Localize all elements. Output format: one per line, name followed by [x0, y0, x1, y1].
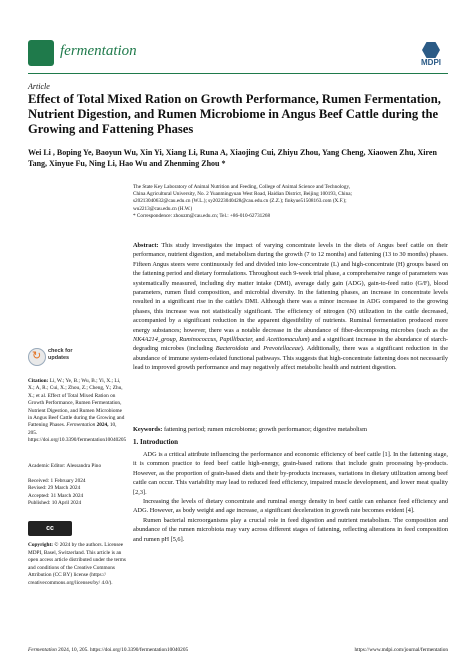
affiliation-line: The State Key Laboratory of Animal Nutrition and Feeding, College of Animal Science and Technology, — [133, 184, 351, 190]
correspondence: * Correspondence: zhouzm@cau.edu.cn; Tel.: +86-010-62731268 — [133, 212, 271, 219]
header-divider — [28, 73, 448, 74]
abstract-italic: NK4A214_group, Ruminococcus, Papillibacter, — [133, 336, 254, 344]
keywords-label: Keywords: — [133, 426, 163, 433]
author-list: Wei Li , Boping Ye, Baoyun Wu, Xin Yi, Xiang Li, Runa A, Xiaojing Cui, Zhiyu Zhou, Yang Cheng, Xiaowen Zhu, Xiren Tang, Xinyue Fu, Ning Li, Hao Wu and Zhenming Zhou * — [28, 148, 437, 168]
article-title: Effect of Total Mixed Ration on Growth Performance, Rumen Fermentation, Nutrient Digestion, and Rumen Microbiome in Angus Beef Cattle during the Growing and Fattening Phases — [28, 92, 441, 136]
publication-dates — [28, 478, 126, 508]
affiliation-line: s20213040632@cau.edu.cn (W.L.); sy20223040428@cau.edu.cn (Z.Z.); finkyue51508163.com (X.F.); — [133, 198, 347, 205]
abstract-italic: Bacteroidota — [215, 345, 249, 353]
check-updates-icon — [28, 348, 46, 366]
citation — [28, 378, 126, 445]
paragraph: ADG is a critical attribute influencing the performance and economic efficiency of beef cattle [1]. In the fattening stage, it is common practice to feed beef cattle high-energy, grain-based rations that include grain processing by-products. However, as the proportion of grain-based diets and their by-products increases, variations in dietary utilization among beef cattle can occur. This variability may lead to reduced feed efficiency, impaired muscle development, and lower meat quality [2,3]. — [133, 451, 448, 496]
citation-year: 2024, — [96, 422, 109, 429]
cc-license-badge[interactable]: cc — [28, 521, 72, 536]
check-for-updates-button[interactable] — [28, 346, 88, 368]
publisher-logo — [414, 42, 448, 68]
abstract-italic: Acetitomaculum — [266, 336, 308, 344]
affiliation-line: wu2213@cau.edu.cn (H.W.) — [133, 205, 193, 212]
revised-date: Revised: 29 March 2024 — [28, 485, 81, 492]
affiliation-line: China Agricultural University, No. 2 Yuanmingyuan West Road, Haidian District, Beijing 100193, China; — [133, 191, 352, 198]
check-updates-line: check for — [48, 348, 73, 354]
abstract-text: ). Additionally, there was a significant reduction in the abundance of immune system-related functional pathways. This suggests that high-concentrate fattening does not necessarily lead to improved growth performance and may negatively affect metabolic health and nutrient digestion. — [133, 345, 448, 372]
abstract-text: and — [253, 336, 267, 344]
citation-doi-link[interactable]: 10, 205. https://doi.org/10.3390/fermentation10040205 — [28, 422, 127, 444]
publisher-name: MDPI — [421, 58, 441, 67]
affiliation — [133, 184, 448, 220]
abstract-text: This study investigates the impact of varying concentrate levels in the diets of Angus beef cattle on their performance, nutrient digestion, and metabolism during the growth (7 to 12 months) and fattening (13 to 30 months) phases. Fifteen Angus steers were continuously fed and divided into low-concentrate (L) and high-concentrate (H) groups based on the fattening period and dietary formulations. Throughout each 9-week trial phase, a comprehensive range of parameters was systematically measured, including dry matter intake (DMI), average daily gain (ADG), gain-to-feed ratio (G/F), blood parameters, rumen fluid composition, and microbial diversity. In the fattening phases, an increase in concentrate levels resulted in a significant rise in the cattle's DMI. Although there was a minor increase in ADG compared to the growing phases, this increase was not statistically significant. The efficiency of nitrogen (N) utilization in the cattle decreased, accompanied by a significant reduction in the apparent digestibility of nutrients. Ruminal fermentation produced more energy substances; however, there was a notable decrease in the abundance of fiber-decomposing microbes (such as the — [133, 242, 448, 334]
citation-text: Li, W.; Ye, B.; Wu, B.; Yi, X.; Li, X.; A, R.; Cui, X.; Zhou, Z.; Cheng, Y.; Zhu, X.; et al. Effect of Total Mixed Ration on Growth Performance, Rumen Fermentation, Nutrient Digestion, and Rumen Microbiome in Angus Beef Cattle during the Growing and Fattening Phases. — [28, 378, 125, 429]
citation-journal: Fermentation — [66, 422, 96, 429]
copyright — [28, 542, 126, 588]
keywords-text: fattening period; rumen microbiome; growth performance; digestive metabolism — [163, 426, 367, 433]
footer-doi[interactable]: 2024, 10, 205. https://doi.org/10.3390/fermentation10040205 — [56, 647, 189, 653]
article-type: Article — [28, 82, 50, 91]
published-date: Published: 10 April 2024 — [28, 500, 82, 507]
paragraph: Rumen bacterial microorganisms play a crucial role in feed digestion and nutrient metabolism. The composition and abundance of the rumen microbiota may vary across different stages of fattening, reflecting alterations in feed composition and rumen pH [5,6]. — [133, 516, 448, 543]
section-heading: 1. Introduction — [133, 438, 178, 446]
check-updates-line: updates — [48, 354, 70, 361]
abstract — [133, 241, 448, 373]
journal-name: fermentation — [60, 43, 137, 59]
academic-editor: Academic Editor: Alessandra Pino — [28, 463, 102, 469]
footer-journal-link[interactable]: https://www.mdpi.com/journal/fermentation — [354, 647, 448, 653]
copyright-label: Copyright: — [28, 542, 54, 548]
abstract-italic: Prevotellaceae — [263, 345, 301, 353]
paragraph: Increasing the levels of dietary concentrate and ruminal energy density in beef cattle can enhance feed efficiency and ADG. However, as body weight and age increase, a significant deceleration in growth rate becomes evident [4]. — [133, 498, 448, 515]
accepted-date: Accepted: 31 March 2024 — [28, 492, 84, 499]
copyright-text: © 2024 by the authors. Licensee MDPI, Basel, Switzerland. This article is an open access article distributed under the terms and conditions of the Creative Commons Attribution (CC BY) license (https:// creativecommons.org/licenses/by/ 4.0/). — [28, 542, 126, 586]
mdpi-hex-icon — [422, 42, 440, 58]
introduction-body — [133, 450, 448, 544]
footer-citation — [28, 647, 188, 653]
citation-label: Citation: — [28, 378, 49, 384]
received-date: Received: 1 February 2024 — [28, 478, 86, 484]
abstract-text: and — [248, 345, 264, 353]
check-updates-label — [48, 348, 72, 361]
footer-journal: Fermentation — [28, 647, 57, 653]
keywords — [133, 425, 448, 434]
check-mark-icon: ↻ — [32, 349, 42, 362]
abstract-text: ) and a significant increase in the abundance of starch-degrading microbes (including — [133, 336, 449, 353]
journal-logo — [28, 40, 54, 66]
abstract-label: Abstract: — [133, 242, 159, 249]
